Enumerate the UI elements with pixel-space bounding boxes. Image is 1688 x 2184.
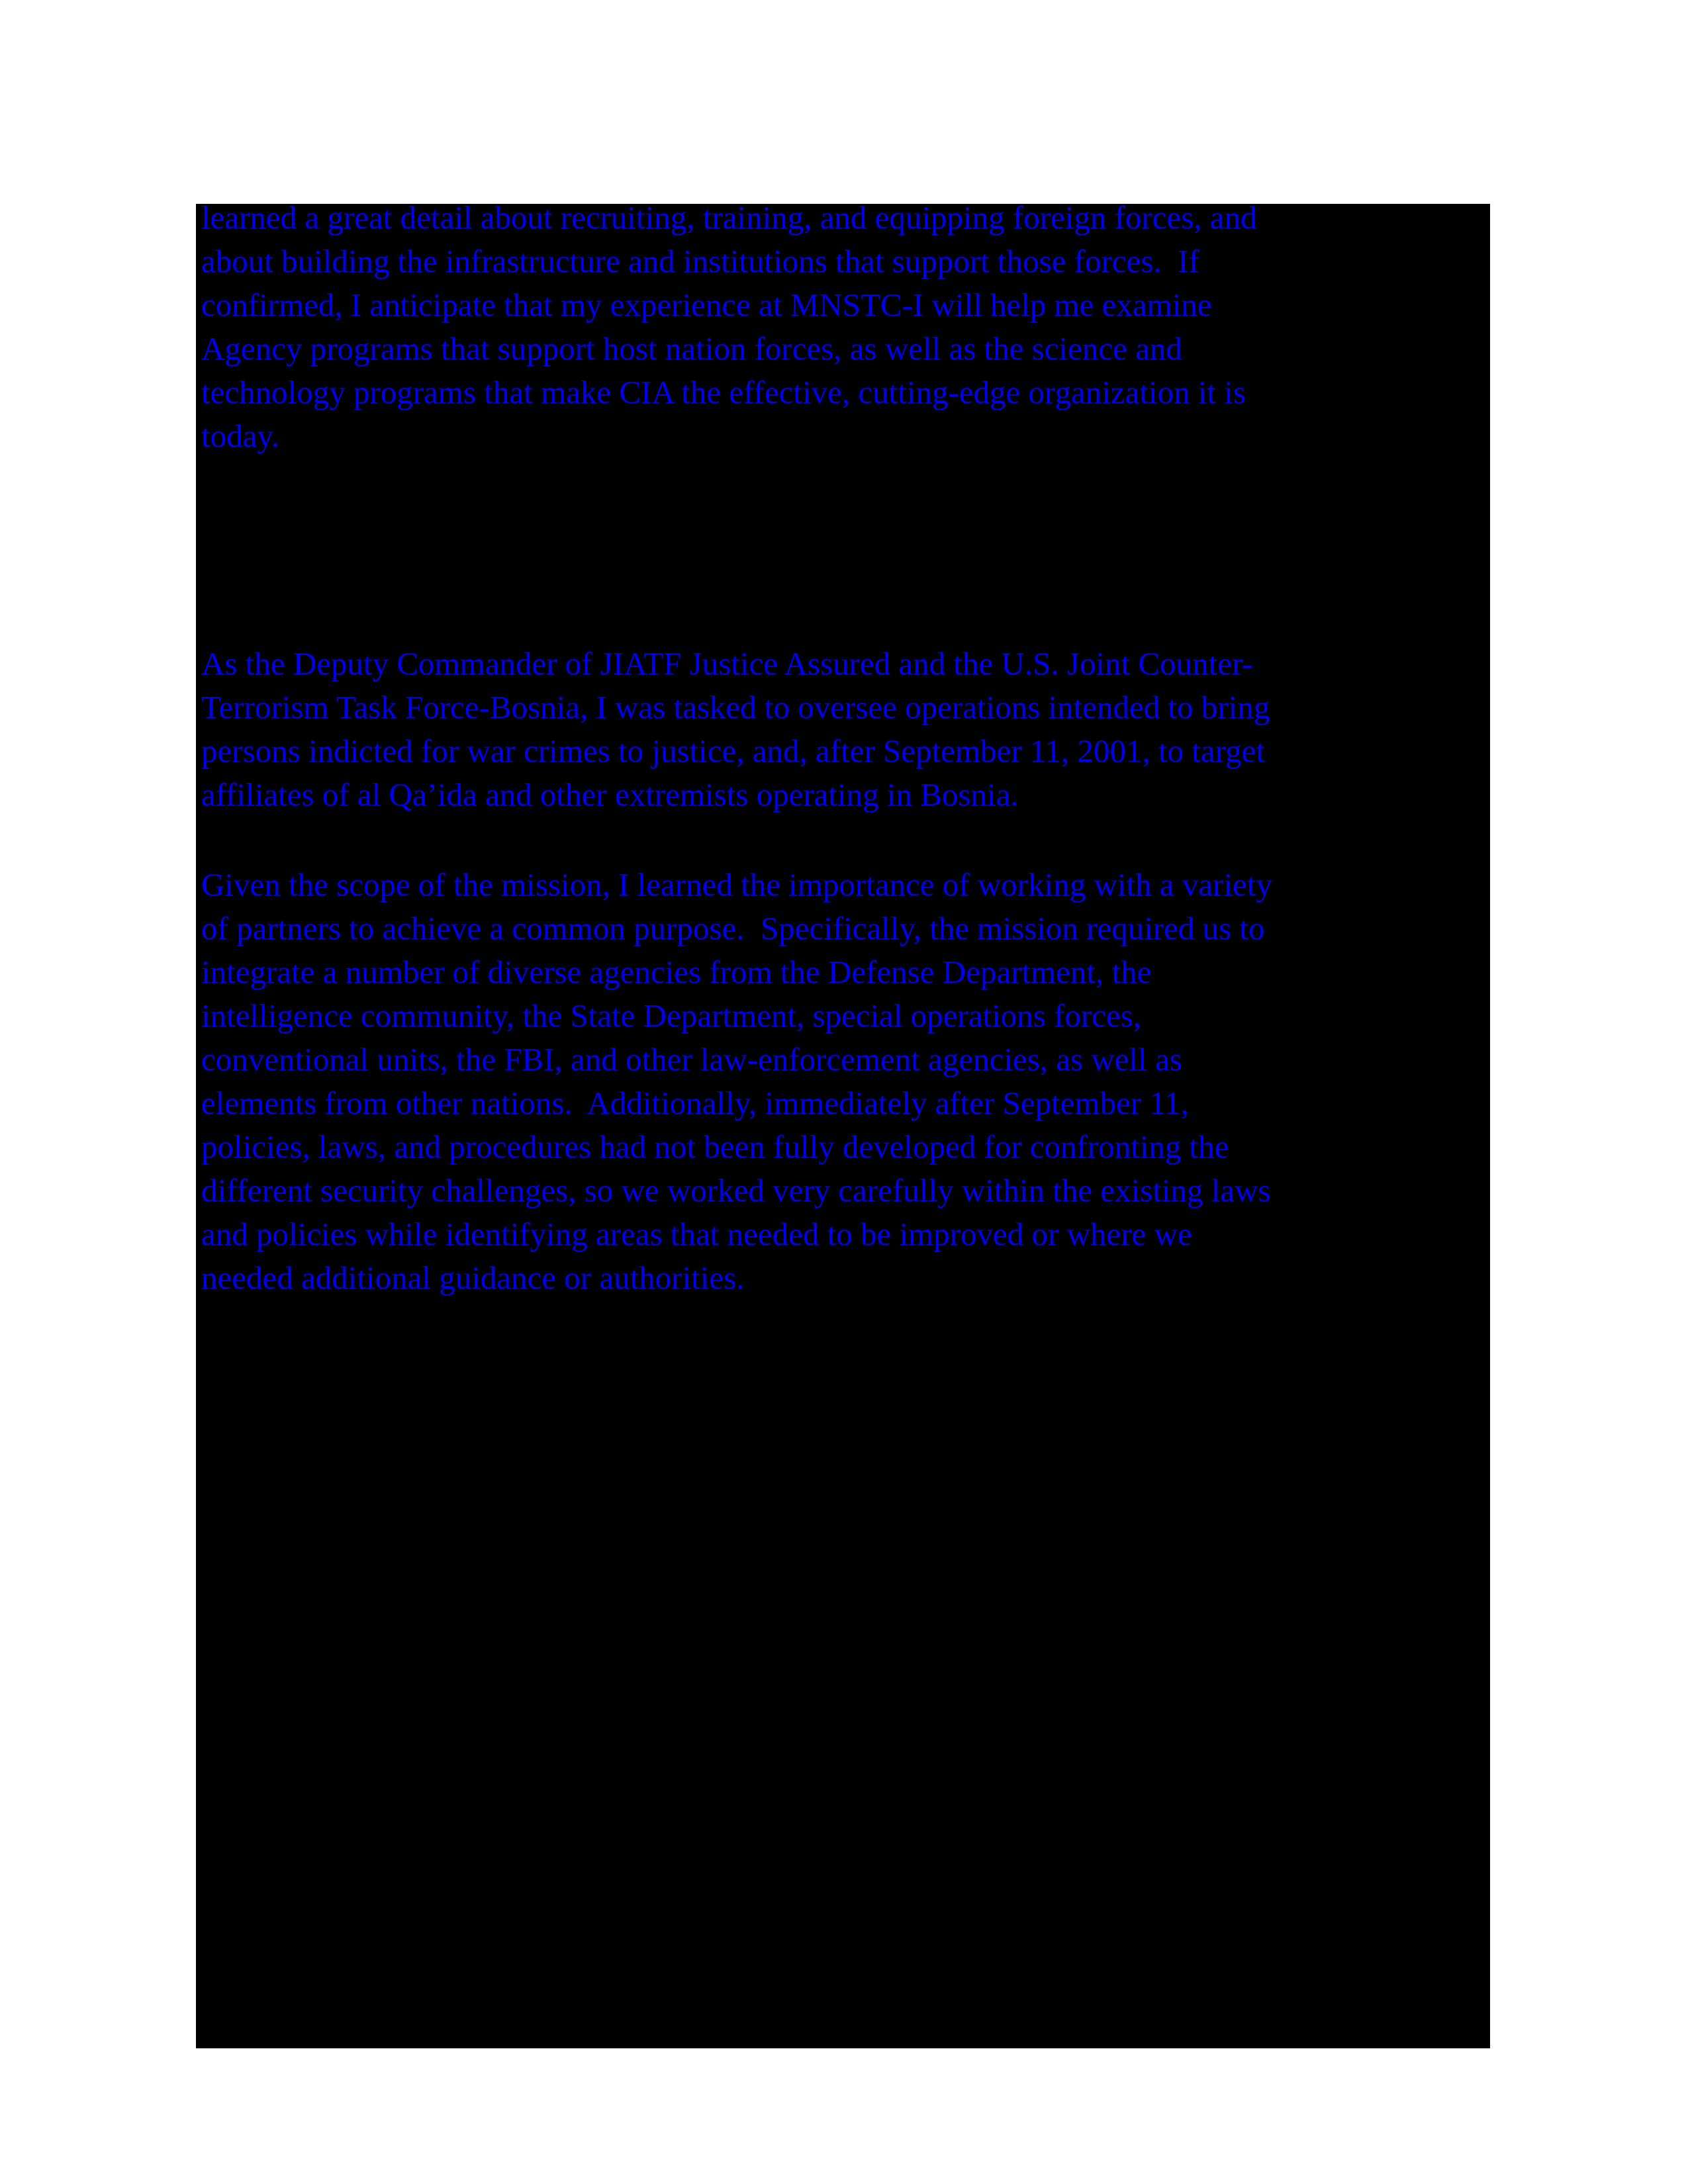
text-line: needed additional guidance or authorities. — [201, 1259, 745, 1296]
text-line: about building the infrastructure and institutions that support those forces. If — [201, 243, 1199, 279]
text-line: of partners to achieve a common purpose. Specifically, the mission required us to — [201, 910, 1265, 946]
text-line: different security challenges, so we worked very carefully within the existing laws — [201, 1172, 1271, 1208]
text-line: technology programs that make CIA the effective, cutting-edge organization it is — [201, 374, 1246, 410]
paragraph-jiatf-bosnia — [201, 642, 1487, 817]
redacted-content-region — [196, 204, 1490, 2048]
text-line: As the Deputy Commander of JIATF Justice Assured and the U.S. Joint Counter- — [201, 645, 1253, 682]
text-line: Agency programs that support host nation forces, as well as the science and — [201, 330, 1182, 367]
text-line: integrate a number of diverse agencies from the Defense Department, the — [201, 954, 1152, 990]
text-line: confirmed, I anticipate that my experience at MNSTC-I will help me examine — [201, 287, 1212, 323]
text-line: persons indicted for war crimes to justice, and, after September 11, 2001, to target — [201, 733, 1265, 769]
text-line: intelligence community, the State Department, special operations forces, — [201, 997, 1142, 1034]
text-line: learned a great detail about recruiting, training, and equipping foreign forces, and — [201, 204, 1257, 236]
text-line: conventional units, the FBI, and other law-enforcement agencies, as well as — [201, 1041, 1182, 1077]
paragraph-mission-partners — [201, 863, 1487, 1300]
text-line: affiliates of al Qa’ida and other extremists operating in Bosnia. — [201, 776, 1019, 813]
text-line: elements from other nations. Additionally, immediately after September 11, — [201, 1085, 1189, 1121]
text-line: today. — [201, 418, 279, 454]
text-line: and policies while identifying areas that needed to be improved or where we — [201, 1216, 1192, 1252]
text-line: policies, laws, and procedures had not been fully developed for confronting the — [201, 1128, 1229, 1165]
paragraph-mnstc-experience — [201, 204, 1487, 458]
text-line: Terrorism Task Force-Bosnia, I was tasked to oversee operations intended to bring — [201, 689, 1270, 725]
text-line: Given the scope of the mission, I learned the importance of working with a variety — [201, 866, 1272, 903]
